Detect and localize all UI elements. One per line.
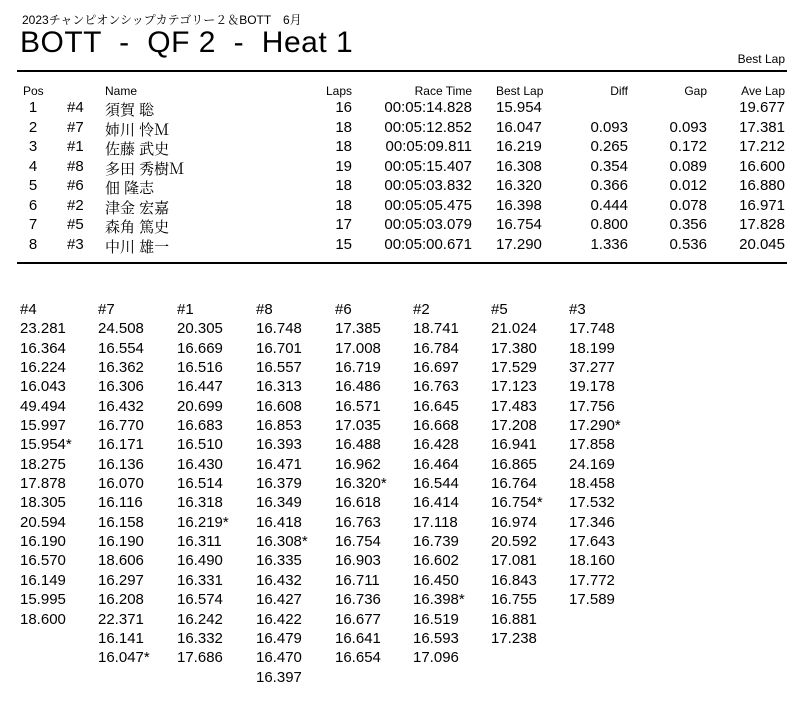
lap-time: 16.519 — [413, 610, 459, 628]
lap-time: 16.486 — [335, 378, 381, 396]
lap-time: 16.171 — [98, 436, 144, 454]
lap-time: 17.123 — [491, 378, 537, 396]
result-best-lap: 16.047 — [496, 118, 542, 136]
lap-time: 16.471 — [256, 455, 302, 473]
lap-time: 20.592 — [491, 533, 537, 551]
lap-time: 16.450 — [413, 571, 459, 589]
lap-time: 18.199 — [569, 339, 615, 357]
lap-time: 17.096 — [413, 649, 459, 667]
lap-time: 16.190 — [20, 533, 66, 551]
lap-time: 24.508 — [98, 320, 144, 338]
best-lap-caption: Best Lap — [737, 52, 785, 66]
result-best-lap: 16.308 — [496, 157, 542, 175]
result-laps: 18 — [335, 118, 352, 136]
lap-time: 20.305 — [177, 320, 223, 338]
lap-time: 16.308* — [256, 533, 308, 551]
result-laps: 19 — [335, 157, 352, 175]
lap-time: 16.618 — [335, 494, 381, 512]
result-kart: #2 — [67, 196, 84, 214]
result-pos: 8 — [28, 235, 38, 253]
lap-time: 18.305 — [20, 494, 66, 512]
lap-time: 20.594 — [20, 513, 66, 531]
lap-time: 16.414 — [413, 494, 459, 512]
lap-column — [569, 301, 645, 611]
lap-time: 17.529 — [491, 359, 537, 377]
lap-time: 16.432 — [98, 397, 144, 415]
result-diff: 0.444 — [590, 196, 628, 214]
lap-time: 16.332 — [177, 629, 223, 647]
lap-time: 17.748 — [569, 320, 615, 338]
result-race-time: 00:05:15.407 — [384, 157, 472, 175]
lap-time: 18.741 — [413, 320, 459, 338]
result-laps: 18 — [335, 196, 352, 214]
result-kart: #1 — [67, 138, 84, 155]
lap-time: 16.711 — [335, 571, 380, 589]
result-pos: 1 — [28, 99, 38, 116]
result-name: 佐藤 武史 — [105, 141, 170, 158]
result-kart: #4 — [67, 99, 84, 116]
result-pos: 3 — [28, 138, 38, 155]
lap-time: 16.881 — [491, 610, 537, 628]
col-name: Name — [105, 84, 138, 98]
lap-time: 17.238 — [491, 629, 537, 647]
lap-time: 16.641 — [335, 629, 381, 647]
lap-time: 17.858 — [569, 436, 615, 454]
lap-time: 16.242 — [177, 610, 223, 628]
result-gap: 0.356 — [669, 216, 707, 233]
table-row — [0, 216, 800, 236]
lap-time: 16.557 — [256, 359, 302, 377]
lap-time: 16.490 — [177, 552, 223, 570]
result-name: 多田 秀樹Ｍ — [105, 160, 185, 178]
lap-column — [20, 301, 96, 630]
lap-time: 16.313 — [256, 378, 302, 396]
lap-time: 16.736 — [335, 591, 381, 609]
table-row — [0, 99, 800, 119]
page-title: BOTT - QF 2 - Heat 1 — [20, 26, 354, 59]
lap-time: 16.748 — [256, 320, 302, 338]
result-race-time: 00:05:00.671 — [384, 235, 472, 253]
lap-time: 16.428 — [413, 436, 459, 454]
lap-time: 23.281 — [20, 320, 66, 338]
lap-time: 16.318 — [177, 494, 223, 512]
table-row — [0, 236, 800, 256]
lap-time: 16.331 — [177, 571, 223, 589]
table-row — [0, 197, 800, 217]
lap-time: 16.470 — [256, 649, 302, 667]
lap-time: 16.418 — [256, 513, 302, 531]
col-laps: Laps — [325, 84, 352, 98]
lap-time: 16.974 — [491, 513, 537, 531]
result-kart: #3 — [67, 235, 84, 253]
lap-time: 16.645 — [413, 397, 459, 415]
result-race-time: 00:05:12.852 — [384, 118, 472, 136]
lap-time: 16.754* — [491, 494, 543, 512]
result-best-lap: 15.954 — [496, 99, 542, 116]
result-ave-lap: 16.600 — [739, 157, 785, 175]
lap-column-kart: #2 — [413, 301, 430, 318]
result-laps: 17 — [335, 216, 352, 233]
lap-column — [491, 301, 567, 649]
lap-column — [256, 301, 332, 688]
col-diff: Diff — [610, 84, 628, 98]
lap-column — [98, 301, 174, 669]
lap-time: 16.941 — [491, 436, 537, 454]
result-ave-lap: 16.880 — [739, 177, 785, 194]
lap-time: 17.483 — [491, 397, 537, 415]
lap-time: 16.393 — [256, 436, 302, 454]
lap-column — [413, 301, 489, 669]
lap-time: 16.739 — [413, 533, 459, 551]
result-ave-lap: 17.381 — [739, 118, 785, 136]
lap-time: 16.398* — [413, 591, 465, 609]
table-row — [0, 158, 800, 178]
lap-column — [177, 301, 253, 669]
lap-time: 16.464 — [413, 455, 459, 473]
lap-time: 16.570 — [20, 552, 66, 570]
lap-time: 18.275 — [20, 455, 66, 473]
lap-time: 16.397 — [256, 668, 302, 686]
lap-time: 18.160 — [569, 552, 615, 570]
result-kart: #8 — [67, 157, 84, 175]
lap-time: 16.430 — [177, 455, 223, 473]
lap-time: 15.954* — [20, 436, 72, 454]
result-gap: 0.093 — [669, 118, 707, 136]
lap-time: 15.995 — [20, 591, 66, 609]
lap-time: 16.843 — [491, 571, 537, 589]
lap-time: 17.346 — [569, 513, 615, 531]
lap-time: 16.516 — [177, 359, 223, 377]
lap-time: 16.320* — [335, 475, 387, 493]
lap-time: 16.608 — [256, 397, 302, 415]
table-row — [0, 177, 800, 197]
result-gap: 0.089 — [669, 157, 707, 175]
lap-time: 16.447 — [177, 378, 223, 396]
lap-time: 17.290* — [569, 417, 621, 435]
lap-time: 16.149 — [20, 571, 66, 589]
result-gap: 0.012 — [669, 177, 707, 194]
result-pos: 7 — [28, 216, 38, 233]
table-row — [0, 138, 800, 158]
lap-column — [335, 301, 411, 669]
result-ave-lap: 20.045 — [739, 235, 785, 253]
result-laps: 18 — [335, 138, 352, 155]
result-ave-lap: 17.828 — [739, 216, 785, 233]
result-diff: 0.093 — [590, 118, 628, 136]
result-name: 姉川 怜Ｍ — [105, 121, 170, 139]
lap-time: 16.479 — [256, 629, 302, 647]
lap-time: 16.764 — [491, 475, 537, 493]
result-diff: 0.366 — [590, 177, 628, 194]
lap-time: 16.364 — [20, 339, 66, 357]
lap-time: 16.754 — [335, 533, 381, 551]
lap-time: 17.643 — [569, 533, 615, 551]
lap-time: 24.169 — [569, 455, 615, 473]
result-race-time: 00:05:05.475 — [384, 196, 472, 214]
lap-time: 16.379 — [256, 475, 302, 493]
lap-time: 16.770 — [98, 417, 144, 435]
lap-column-kart: #1 — [177, 301, 194, 318]
col-pos: Pos — [23, 84, 44, 98]
lap-time: 16.427 — [256, 591, 302, 609]
lap-time: 16.306 — [98, 378, 144, 396]
lap-time: 16.219* — [177, 513, 229, 531]
result-kart: #6 — [67, 177, 84, 194]
lap-time: 16.602 — [413, 552, 459, 570]
result-laps: 18 — [335, 177, 352, 194]
results-table — [0, 84, 800, 255]
result-diff: 0.354 — [590, 157, 628, 175]
result-name: 森角 篤史 — [105, 219, 170, 236]
result-race-time: 00:05:03.079 — [384, 216, 472, 233]
result-pos: 2 — [28, 118, 38, 136]
lap-time: 16.571 — [335, 397, 381, 415]
lap-time: 16.297 — [98, 571, 144, 589]
result-pos: 5 — [28, 177, 38, 194]
lap-time: 16.697 — [413, 359, 459, 377]
result-best-lap: 16.219 — [496, 138, 542, 155]
lap-time: 16.668 — [413, 417, 459, 435]
result-race-time: 00:05:14.828 — [384, 99, 472, 116]
lap-column-kart: #7 — [98, 301, 115, 318]
result-kart: #5 — [67, 216, 84, 233]
lap-time: 16.701 — [256, 339, 302, 357]
result-best-lap: 16.320 — [496, 177, 542, 194]
lap-time: 16.422 — [256, 610, 302, 628]
lap-time: 16.763 — [413, 378, 459, 396]
result-best-lap: 16.398 — [496, 196, 542, 214]
result-best-lap: 17.290 — [496, 235, 542, 253]
lap-time: 17.878 — [20, 475, 66, 493]
lap-time: 16.514 — [177, 475, 223, 493]
lap-time: 16.349 — [256, 494, 302, 512]
lap-time: 16.593 — [413, 629, 459, 647]
col-race-time: Race Time — [414, 84, 472, 98]
table-row — [0, 119, 800, 139]
lap-time: 16.432 — [256, 571, 302, 589]
lap-time: 18.458 — [569, 475, 615, 493]
lap-time: 17.686 — [177, 649, 223, 667]
lap-time: 21.024 — [491, 320, 537, 338]
lap-time: 16.311 — [177, 533, 222, 551]
result-diff: 1.336 — [590, 235, 628, 253]
lap-time: 16.669 — [177, 339, 223, 357]
lap-time: 16.654 — [335, 649, 381, 667]
lap-time: 17.756 — [569, 397, 615, 415]
result-race-time: 00:05:09.811 — [385, 138, 472, 155]
lap-column-kart: #3 — [569, 301, 586, 318]
result-name: 佃 隆志 — [105, 180, 155, 197]
result-name: 須賀 聡 — [105, 102, 155, 119]
result-gap: 0.172 — [669, 138, 707, 155]
lap-time: 16.763 — [335, 513, 381, 531]
col-gap: Gap — [684, 84, 707, 98]
result-gap: 0.078 — [669, 196, 707, 214]
lap-time: 17.118 — [413, 513, 458, 531]
lap-time: 16.043 — [20, 378, 66, 396]
lap-time: 17.385 — [335, 320, 381, 338]
lap-time: 17.081 — [491, 552, 537, 570]
lap-time: 17.008 — [335, 339, 381, 357]
col-best-lap: Best Lap — [496, 84, 544, 98]
lap-column-kart: #4 — [20, 301, 37, 318]
lap-time: 16.116 — [98, 494, 143, 512]
lap-time: 15.997 — [20, 417, 66, 435]
lap-time: 16.335 — [256, 552, 302, 570]
col-ave-lap: Ave Lap — [741, 84, 785, 98]
results-bottom-rule — [17, 262, 787, 264]
lap-time: 17.589 — [569, 591, 615, 609]
lap-time: 18.606 — [98, 552, 144, 570]
lap-time: 16.677 — [335, 610, 381, 628]
lap-time: 16.755 — [491, 591, 537, 609]
lap-time: 37.277 — [569, 359, 615, 377]
lap-time: 16.719 — [335, 359, 381, 377]
result-pos: 6 — [28, 196, 38, 214]
result-ave-lap: 17.212 — [739, 138, 785, 155]
lap-time: 16.158 — [98, 513, 144, 531]
lap-column-kart: #6 — [335, 301, 352, 318]
lap-time: 16.510 — [177, 436, 223, 454]
lap-time: 17.035 — [335, 417, 381, 435]
lap-time: 16.070 — [98, 475, 144, 493]
lap-column-kart: #5 — [491, 301, 508, 318]
lap-time: 16.865 — [491, 455, 537, 473]
result-laps: 16 — [335, 99, 352, 116]
lap-time: 17.772 — [569, 571, 615, 589]
result-name: 中川 雄一 — [105, 238, 170, 256]
lap-time: 16.047* — [98, 649, 150, 667]
lap-time: 19.178 — [569, 378, 615, 396]
result-kart: #7 — [67, 118, 84, 136]
lap-time: 16.488 — [335, 436, 381, 454]
lap-time: 49.494 — [20, 397, 66, 415]
lap-time: 16.208 — [98, 591, 144, 609]
result-ave-lap: 19.677 — [739, 99, 785, 116]
result-best-lap: 16.754 — [496, 216, 542, 233]
lap-column-kart: #8 — [256, 301, 273, 318]
lap-time: 16.853 — [256, 417, 302, 435]
result-diff: 0.800 — [590, 216, 628, 233]
top-rule — [17, 70, 787, 72]
lap-time: 16.574 — [177, 591, 223, 609]
lap-time: 16.136 — [98, 455, 144, 473]
lap-time: 16.554 — [98, 339, 144, 357]
result-laps: 15 — [335, 235, 352, 253]
lap-time: 16.362 — [98, 359, 144, 377]
lap-time: 17.208 — [491, 417, 537, 435]
lap-time: 18.600 — [20, 610, 66, 628]
lap-time: 17.532 — [569, 494, 615, 512]
lap-time: 16.784 — [413, 339, 459, 357]
result-pos: 4 — [28, 157, 38, 175]
lap-time: 22.371 — [98, 610, 144, 628]
result-diff: 0.265 — [590, 138, 628, 155]
result-race-time: 00:05:03.832 — [384, 177, 472, 194]
lap-time: 16.190 — [98, 533, 144, 551]
lap-time: 20.699 — [177, 397, 223, 415]
lap-time: 16.141 — [98, 629, 144, 647]
result-name: 津金 宏嘉 — [105, 199, 170, 217]
lap-time: 16.544 — [413, 475, 459, 493]
result-ave-lap: 16.971 — [739, 196, 785, 214]
lap-time: 17.380 — [491, 339, 537, 357]
result-gap: 0.536 — [669, 235, 707, 253]
lap-time: 16.903 — [335, 552, 381, 570]
event-subtitle: 2023チャンピオンシップカテゴリー２＆BOTT 6月 — [22, 13, 302, 27]
lap-time: 16.224 — [20, 359, 66, 377]
results-header-row — [0, 84, 800, 99]
lap-time: 16.962 — [335, 455, 381, 473]
lap-time: 16.683 — [177, 417, 223, 435]
